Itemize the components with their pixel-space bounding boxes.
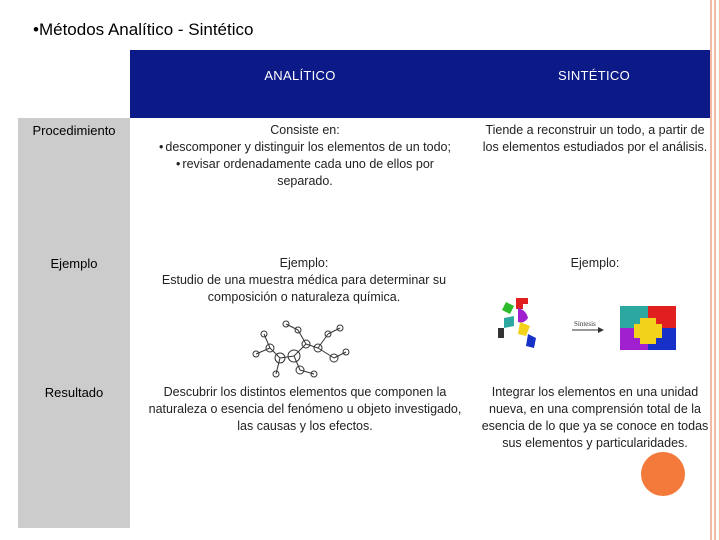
ejemplo-analitico xyxy=(140,255,468,306)
procedimiento-analitico xyxy=(140,122,470,190)
row-label-procedimiento: Procedimiento xyxy=(32,123,116,138)
slide-title: •Métodos Analítico - Sintético xyxy=(33,20,254,39)
resultado-analitico: Descubrir los distintos elementos que componen la naturaleza o esencia del fenómeno u objeto investigado, las causas y los efectos. xyxy=(148,385,462,433)
decorative-circle xyxy=(641,452,685,496)
procedimiento-analitico-bullet: • descomponer y distinguir los elementos de un todo; xyxy=(140,139,470,156)
molecule-illustration xyxy=(248,318,354,384)
procedimiento-analitico-bullet: revisar ordenadamente cada uno de ellos por separado. xyxy=(182,157,434,188)
row-label-ejemplo: Ejemplo xyxy=(50,256,98,271)
header-sintetico: SINTÉTICO xyxy=(557,68,631,83)
ejemplo-analitico-intro: Ejemplo: xyxy=(279,256,329,270)
table-header-band xyxy=(130,50,710,118)
ejemplo-analitico-text: Estudio de una muestra médica para determinar su composición o naturaleza química. xyxy=(161,273,447,304)
procedimiento-sintetico: Tiende a reconstruir un todo, a partir de los elementos estudiados por el análisis. xyxy=(482,123,708,154)
row-label-resultado: Resultado xyxy=(44,385,104,400)
synthesis-illustration xyxy=(494,294,680,356)
ejemplo-sintetico: Ejemplo: xyxy=(570,256,620,270)
row-label-column xyxy=(18,118,130,528)
synthesis-label: Síntesis xyxy=(574,320,596,328)
header-analitico: ANALÍTICO xyxy=(264,68,336,83)
decorative-stripe xyxy=(714,0,716,540)
procedimiento-analitico-intro: Consiste en: xyxy=(270,123,340,137)
resultado-sintetico: Integrar los elementos en una unidad nueva, en una comprensión total de la esencia de lo que ya se conoce en todas sus elementos y particularidades. xyxy=(481,385,709,450)
